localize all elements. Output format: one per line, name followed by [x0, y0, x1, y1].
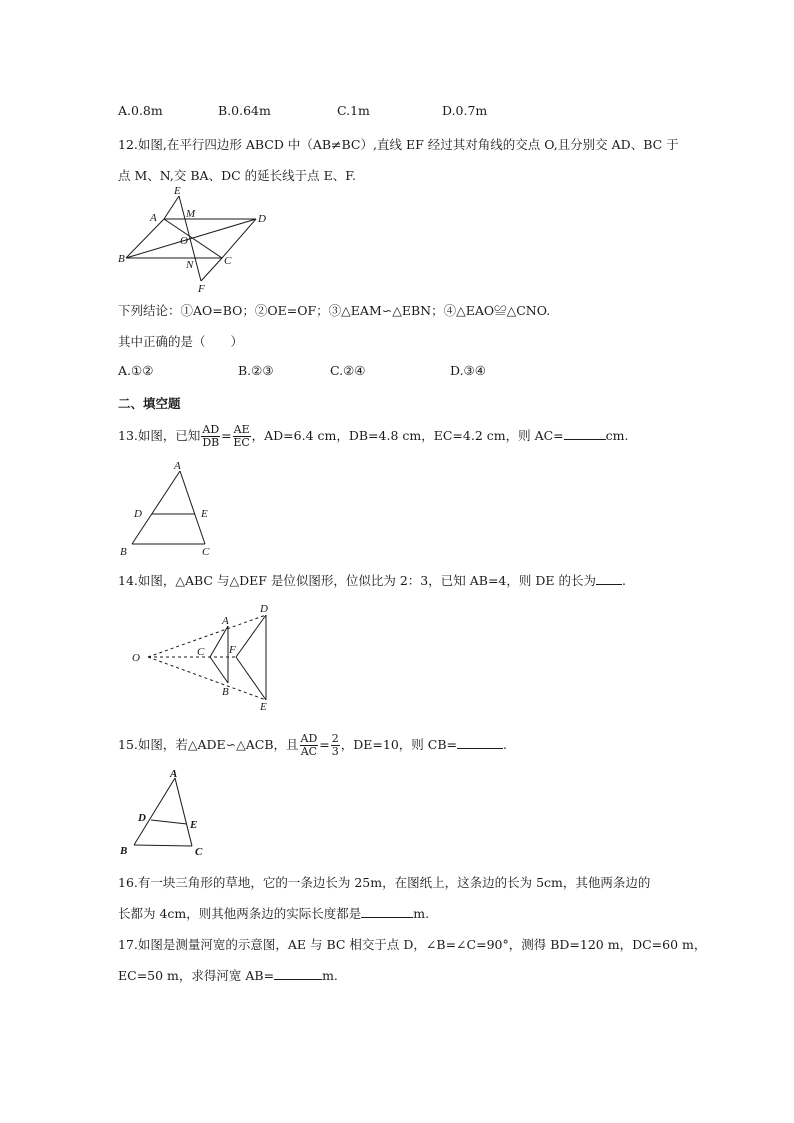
q15-text: 15.如图，若△ADE∽△ACB，且 $\frac{AD}{AC}$ = $\frac{2}{3}$ ，DE=10，则 CB= . [118, 732, 507, 758]
diagonal-ac [164, 219, 222, 258]
q11-option-a: A.0.8m [118, 103, 163, 118]
q17-line1: 17.如图是测量河宽的示意图，AE 与 BC 相交于点 D，∠B=∠C=90°，测得 BD=120 m，DC=60 m， [118, 937, 707, 952]
q13-fraction-ae-ec: $\frac{AE}{EC}$ [233, 423, 250, 449]
q17-line2: EC=50 m，求得河宽 AB= m. [118, 968, 338, 983]
q14-homothety-figure [128, 600, 278, 712]
extension-ba [164, 196, 179, 219]
side-cb [210, 657, 228, 683]
label-o: O [132, 652, 140, 664]
side-dc [222, 219, 256, 258]
side-ac [210, 626, 228, 657]
answer-blank [596, 572, 622, 585]
label-d: D [138, 812, 146, 824]
q13-fraction-ad-db: $\frac{AD}{DB}$ [202, 423, 220, 449]
q12-line1: 12.如图,在平行四边形 ABCD 中（AB≠BC）,直线 EF 经过其对角线的交点 O,且分别交 AD、BC 于 [118, 137, 679, 152]
label-e: E [190, 819, 198, 831]
q16-line1: 16.有一块三角形的草地，它的一条边长为 25m，在图纸上，这条边的长为 5cm，其他两条边的 [118, 875, 651, 890]
q13-text: 13.如图，已知 $\frac{AD}{DB}$ = $\frac{AE}{EC}$ ，AD=6.4 cm，DB=4.8 cm，EC=4.2 cm，则 AC= cm. [118, 423, 629, 449]
label-c: C [195, 846, 203, 858]
label-c: C [202, 546, 210, 558]
ray-od [148, 615, 266, 657]
side-ac [175, 778, 192, 846]
ray-oe [148, 657, 266, 700]
label-e: E [260, 701, 267, 712]
extension-dc [201, 258, 222, 281]
label-d: D [260, 603, 268, 615]
q16-line2: 长都为 4cm，则其他两条边的实际长度都是 m. [118, 906, 430, 921]
label-m: M [186, 208, 196, 220]
answer-blank [361, 905, 413, 918]
label-a: A [150, 212, 157, 224]
label-f: F [198, 283, 205, 294]
segment-de [151, 820, 187, 824]
q12-option-d: D.③④ [450, 363, 486, 378]
q15-fraction-ad-ac: $\frac{AD}{AC}$ [300, 732, 318, 758]
q14-text: 14.如图，△ABC 与△DEF 是位似图形，位似比为 2：3，已知 AB=4，则 DE 的长为 . [118, 573, 626, 588]
answer-blank [457, 736, 503, 749]
q12-option-a: A.①② [118, 363, 154, 378]
label-a: A [222, 615, 229, 627]
answer-blank [564, 427, 606, 440]
label-b: B [120, 845, 128, 857]
label-c: C [224, 255, 232, 267]
label-o: O [180, 235, 188, 247]
q15-triangle-figure [116, 766, 216, 860]
q11-option-c: C.1m [337, 103, 370, 118]
q12-question: 其中正确的是（ ） [118, 334, 244, 349]
label-b: B [120, 546, 127, 558]
label-a: A [174, 460, 181, 472]
label-b: B [222, 686, 229, 698]
label-e: E [201, 508, 208, 520]
q12-conclusions: 下列结论：①AO=BO；②OE=OF；③△EAM∽△EBN；④△EAO≌△CNO. [118, 303, 551, 318]
label-d: D [134, 508, 142, 520]
side-df [236, 615, 266, 657]
side-fe [236, 657, 266, 700]
label-b: B [118, 253, 125, 265]
section-title: 二、填空题 [118, 396, 181, 411]
label-e: E [174, 185, 181, 197]
q12-line2: 点 M、N,交 BA、DC 的延长线于点 E、F. [118, 168, 356, 183]
q12-option-c: C.②④ [330, 363, 366, 378]
q15-fraction-2-3: $\frac{2}{3}$ [331, 732, 339, 758]
q13-triangle-figure [116, 458, 226, 558]
side-bc [134, 845, 192, 846]
label-f: F [229, 644, 236, 656]
q12-option-b: B.②③ [238, 363, 274, 378]
label-a: A [170, 768, 178, 780]
label-n: N [186, 259, 194, 271]
answer-blank [274, 967, 322, 980]
q11-option-d: D.0.7m [442, 103, 488, 118]
label-d: D [258, 213, 266, 225]
label-c: C [197, 646, 205, 658]
q12-parallelogram-figure [116, 184, 276, 294]
q11-option-b: B.0.64m [218, 103, 271, 118]
